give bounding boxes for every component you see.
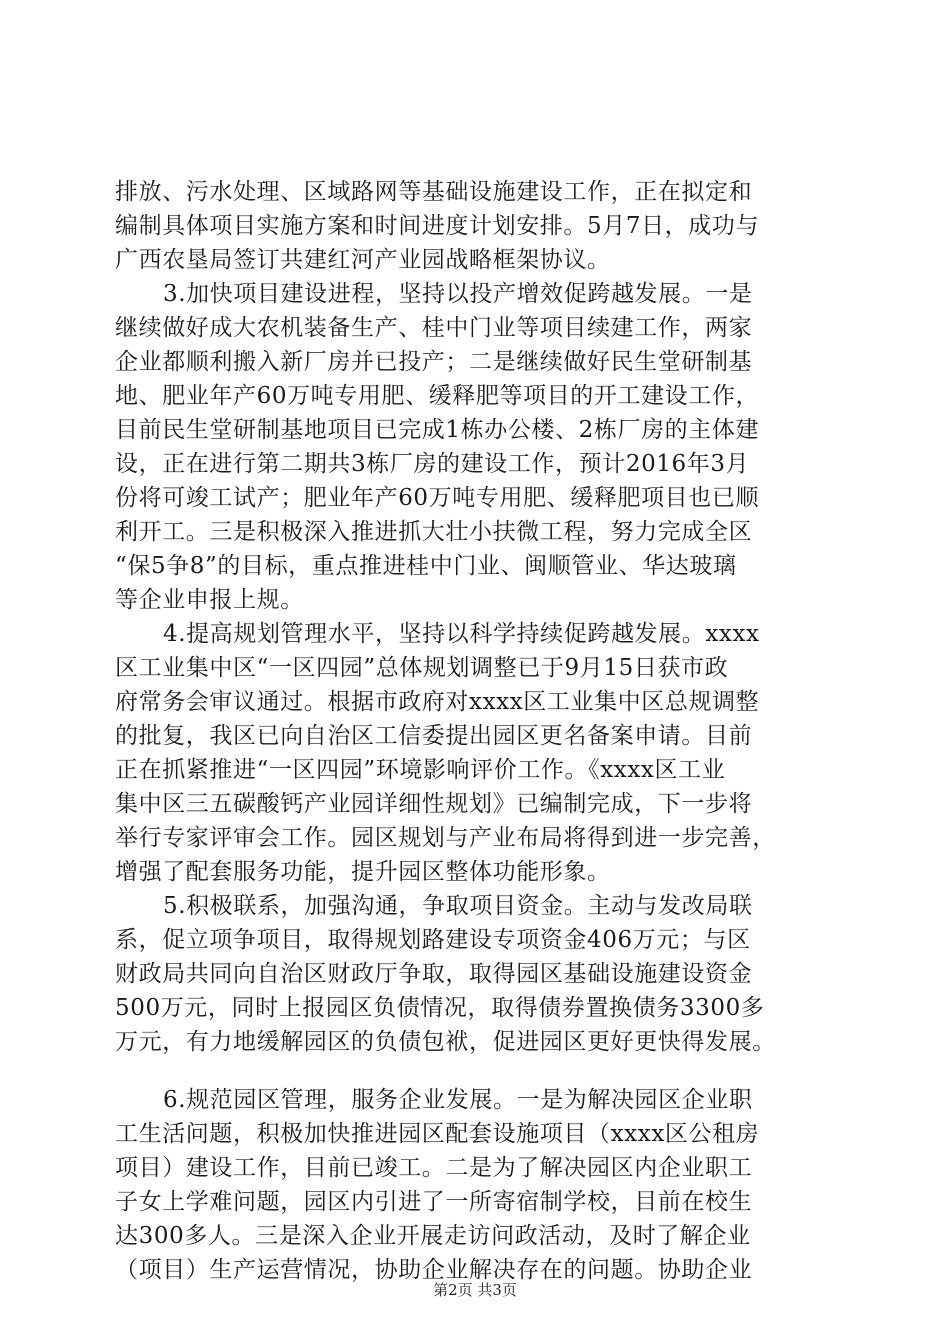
text-line: 项目）建设工作，目前已竣工。二是为了解决园区内企业职工 bbox=[115, 1155, 753, 1181]
text-line: 等企业申报上规。 bbox=[115, 587, 304, 613]
text-line: 子女上学难问题，园区内引进了一所寄宿制学校，目前在校生 bbox=[115, 1189, 753, 1215]
text-line: 财政局共同向自治区财政厅争取，取得园区基础设施建设资金 bbox=[115, 961, 753, 987]
text-line: 排放、污水处理、区域路网等基础设施建设工作，正在拟定和 bbox=[115, 179, 753, 205]
text-line: 达300多人。三是深入企业开展走访问政活动，及时了解企业 bbox=[115, 1223, 751, 1249]
page-number-footer: 第2页 共3页 bbox=[433, 1281, 517, 1299]
text-line: 正在抓紧推进“一区四园”环境影响评价工作。《xxxx区工业 bbox=[115, 757, 726, 783]
text-line: 地、肥业年产60万吨专用肥、缓释肥等项目的开工建设工作， bbox=[115, 383, 760, 409]
text-line: 企业都顺利搬入新厂房并已投产；二是继续做好民生堂研制基 bbox=[115, 349, 753, 375]
text-line: 目前民生堂研制基地项目已完成1栋办公楼、2栋厂房的主体建 bbox=[115, 417, 760, 443]
text-line: 设，正在进行第二期共3栋厂房的建设工作，预计2016年3月 bbox=[115, 451, 750, 477]
paragraph-start-line: 4.提高规划管理水平，坚持以科学持续促跨越发展。xxxx bbox=[163, 621, 760, 647]
text-line: 万元，有力地缓解园区的负债包袱，促进园区更好更快得发展。 bbox=[115, 1029, 776, 1055]
text-line: 广西农垦局签订共建红河产业园战略框架协议。 bbox=[115, 247, 611, 273]
text-line: 增强了配套服务功能，提升园区整体功能形象。 bbox=[115, 859, 611, 885]
text-line: 编制具体项目实施方案和时间进度计划安排。5月7日，成功与 bbox=[115, 213, 760, 239]
text-line: “保5争8”的目标，重点推进桂中门业、闽顺管业、华达玻璃 bbox=[115, 553, 737, 579]
text-line: （项目）生产运营情况，协助企业解决存在的问题。协助企业 bbox=[115, 1257, 753, 1283]
text-line: 继续做好成大农机装备生产、桂中门业等项目续建工作，两家 bbox=[115, 315, 753, 341]
paragraph-start-line: 6.规范园区管理，服务企业发展。一是为解决园区企业职 bbox=[163, 1087, 753, 1113]
text-line: 工生活问题，积极加快推进园区配套设施项目（xxxx区公租房 bbox=[115, 1121, 760, 1147]
text-line: 举行专家评审会工作。园区规划与产业布局将得到进一步完善， bbox=[115, 825, 776, 851]
text-line: 500万元，同时上报园区负债情况，取得债券置换债务3300多 bbox=[115, 995, 765, 1021]
text-line: 区工业集中区“一区四园”总体规划调整已于9月15日获市政 bbox=[115, 655, 729, 681]
text-line: 份将可竣工试产；肥业年产60万吨专用肥、缓释肥项目也已顺 bbox=[115, 485, 760, 511]
text-line: 府常务会审议通过。根据市政府对xxxx区工业集中区总规调整 bbox=[115, 689, 760, 715]
text-line: 的批复，我区已向自治区工信委提出园区更名备案申请。目前 bbox=[115, 723, 753, 749]
text-line: 利开工。三是积极深入推进抓大壮小扶微工程，努力完成全区 bbox=[115, 519, 753, 545]
paragraph-start-line: 5.积极联系，加强沟通，争取项目资金。主动与发改局联 bbox=[163, 893, 753, 919]
text-line: 系，促立项争项目，取得规划路建设专项资金406万元；与区 bbox=[115, 927, 751, 953]
text-line: 集中区三五碳酸钙产业园详细性规划》已编制完成，下一步将 bbox=[115, 791, 753, 817]
paragraph-start-line: 3.加快项目建设进程，坚持以投产增效促跨越发展。一是 bbox=[163, 281, 753, 307]
